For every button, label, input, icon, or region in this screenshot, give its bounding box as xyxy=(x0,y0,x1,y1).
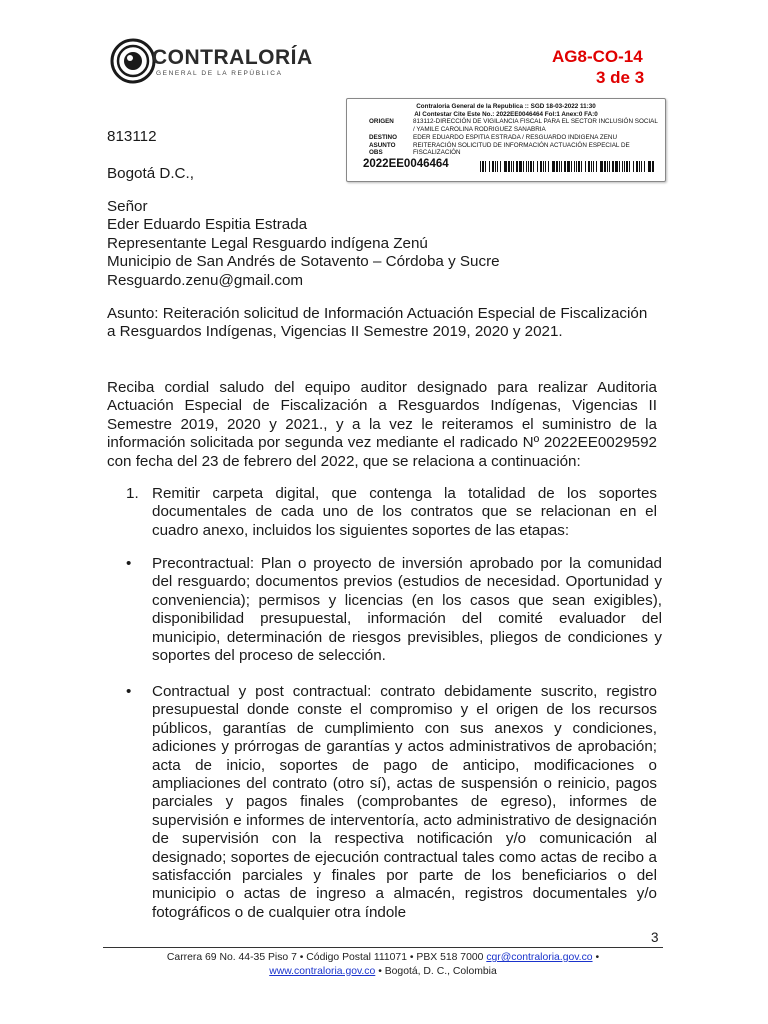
bullet-precontractual xyxy=(126,555,662,665)
footer-email-link[interactable]: cgr@contraloria.gov.co xyxy=(486,952,593,963)
stamp-destino-label: DESTINO xyxy=(369,134,397,141)
recipient-location: Municipio de San Andrés de Sotavento – Córdoba y Sucre xyxy=(107,253,500,271)
footer xyxy=(103,951,663,978)
stamp-obs xyxy=(369,149,661,157)
logo-name: CONTRALORÍA xyxy=(152,46,313,69)
footer-website-link[interactable]: www.contraloria.gov.co xyxy=(269,965,376,977)
cgr-logo xyxy=(110,38,313,98)
numbered-item-text: Remitir carpeta digital, que contenga la totalidad de los soportes documentales de cada uno de los contratos que se relacionan en el cuadro anexo, incluidos los siguientes soportes de las etapas: xyxy=(152,485,657,539)
numbered-item-1 xyxy=(126,485,657,540)
stamp-origen xyxy=(369,118,661,133)
stamp-destino-value: EDER EDUARDO ESPITIA ESTRADA / RESGUARDO INDIGENA ZENU xyxy=(413,134,617,141)
recipient-title: Representante Legal Resguardo indígena Zenú xyxy=(107,234,428,252)
radicado-number: 2022EE0046464 xyxy=(363,158,449,170)
stamp-line-1: Contraloria General de la Republica :: SGD 18-03-2022 11:30 xyxy=(416,103,596,110)
footer-address: Carrera 69 No. 44-35 Piso 7 • Código Postal 111071 • PBX 518 7000 xyxy=(166,952,484,963)
footer-city: • Bogotá, D. C., Colombia xyxy=(378,965,497,977)
subject-line: Asunto: Reiteración solicitud de Información Actuación Especial de Fiscalización a Resguardos Indígenas, Vigencias II Semestre 2019, 2020 y 2021. xyxy=(107,305,648,341)
stamp-obs-label: OBS xyxy=(369,149,383,156)
document-code xyxy=(552,46,644,88)
list-number: 1. xyxy=(126,485,139,502)
bullet-icon: • xyxy=(126,555,132,572)
stamp-line-2: Al Contestar Cite Este No.: 2022EE0046464 Fol:1 Anex:0 FA:0 xyxy=(414,110,598,118)
city-line: Bogotá D.C., xyxy=(107,165,194,182)
page-number: 3 xyxy=(651,930,659,945)
footer-divider xyxy=(103,947,663,948)
doc-code-label: AG8-CO-14 xyxy=(552,47,643,66)
reference-number: 813112 xyxy=(107,128,157,145)
stamp-destino xyxy=(369,134,661,142)
intro-paragraph: Reciba cordial saludo del equipo auditor designado para realizar Auditoria Actuación Especial de Fiscalización a Resguardos Indígenas, Vigencias II Semestre 2019, 2020 y 2021., y a la vez le reiteramos el suministro de la información solicitada por segunda vez mediante el radicado Nº 2022EE0029592 con fecha del 23 de febrero del 2022, que se relaciona a continuación: xyxy=(107,379,657,470)
bullet-contractual xyxy=(126,683,657,922)
bullet-text: Precontractual: Plan o proyecto de inversión aprobado por la comunidad del resguardo; documentos previos (estudios de necesidad. Oportunidad y conveniencia); permisos y licencias (en los casos que sean exigibles), disponibilidad presupuestal, información del comité evaluador del municipio, determinación de riesgos previsibles, pliegos de condiciones y soportes del proceso de selección. xyxy=(152,555,662,665)
stamp-origen-value: 813112-DIRECCIÓN DE VIGILANCIA FISCAL PARA EL SECTOR INCLUSIÓN SOCIAL / YAMILE CAROLINA RODRIGUEZ SANABRIA xyxy=(413,118,658,133)
cgr-emblem-icon xyxy=(110,38,156,84)
recipient-name: Eder Eduardo Espitia Estrada xyxy=(107,216,308,234)
page-indicator: 3 de 3 xyxy=(596,68,645,87)
recipient-block xyxy=(107,198,500,290)
footer-separator: • xyxy=(595,952,600,963)
logo-subtitle: GENERAL DE LA REPÚBLICA xyxy=(156,70,283,77)
stamp-origen-label: ORIGEN xyxy=(369,118,394,125)
recipient-email: Resguardo.zenu@gmail.com xyxy=(107,271,304,289)
radicado-stamp xyxy=(346,98,666,182)
barcode-icon xyxy=(480,161,656,172)
bullet-text: Contractual y post contractual: contrato debidamente suscrito, registro presupuestal donde conste el compromiso y el origen de los recursos públicos, garantías de cumplimiento con sus anexos y condiciones, adiciones y prórrogas de garantías y actos administrativos de aprobación; acta de inicio, soportes de pago de anticipo, modificaciones o ampliaciones del contrato (otro sí), actas de suspensión o reinicio, pagos parciales y pagos finales (comprobantes de egreso), informes de supervisión e informes de interventoría, acto administrativo de designación de supervisión con la respectiva notificación y/o comunicación al designado; soportes de ejecución contractual tales como actas de recibo a satisfacción parciales y finales por parte de los beneficiarios o del municipio o actas de ingreso a almacén, registros documentales y/o fotográficos o de cualquier otra índole xyxy=(152,683,657,921)
stamp-asunto-label: ASUNTO xyxy=(369,141,396,149)
recipient-salutation: Señor xyxy=(107,198,148,215)
bullet-icon: • xyxy=(126,683,132,700)
stamp-asunto-value: REITERACIÓN SOLICITUD DE INFORMACIÓN ACTUACIÓN ESPECIAL DE FISCALIZACIÓN xyxy=(413,141,630,157)
